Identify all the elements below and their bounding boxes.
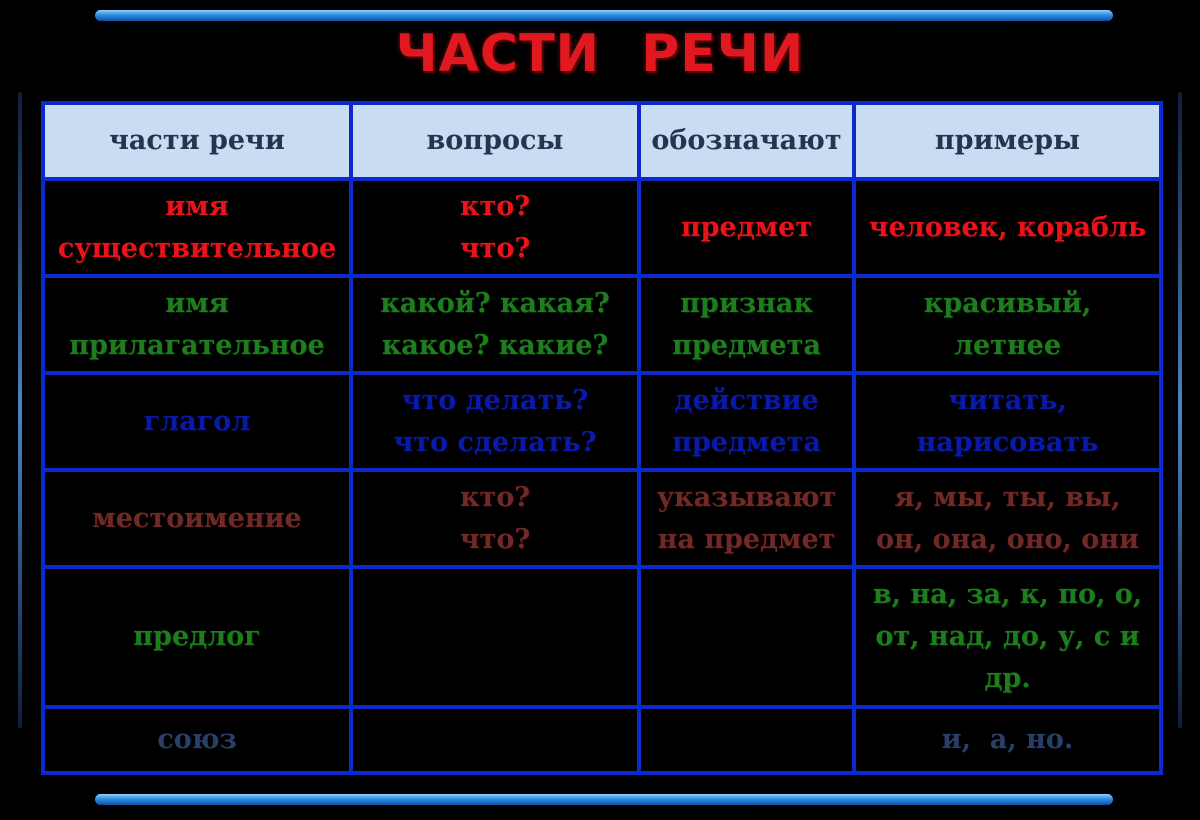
page-title: ЧАСТИ РЕЧИ (395, 24, 805, 84)
cell-noun-meaning: предмет (639, 179, 854, 276)
cell-preposition-questions (351, 567, 639, 707)
table-row-adjective (43, 276, 1161, 373)
cell-adjective-meaning: признак предмета (639, 276, 854, 373)
cell-adjective-part: имя прилагательное (43, 276, 351, 373)
cell-adjective-examples: красивый, летнее (854, 276, 1161, 373)
cell-verb-part: глагол (43, 373, 351, 470)
cell-verb-meaning: действие предмета (639, 373, 854, 470)
cell-noun-part: имя существительное (43, 179, 351, 276)
cell-pronoun-questions: кто? что? (351, 470, 639, 567)
table-row-conjunction (43, 707, 1161, 773)
cell-noun-examples: человек, корабль (854, 179, 1161, 276)
cell-preposition-examples: в, на, за, к, по, о, от, над, до, у, с и др. (854, 567, 1161, 707)
table-row-pronoun (43, 470, 1161, 567)
header-questions: вопросы (351, 103, 639, 179)
header-meaning: обозначают (639, 103, 854, 179)
cell-conjunction-examples: и, а, но. (854, 707, 1161, 773)
bottom-decor-bar (95, 794, 1113, 805)
cell-pronoun-examples: я, мы, ты, вы, он, она, оно, они (854, 470, 1161, 567)
parts-of-speech-table (41, 101, 1163, 775)
cell-adjective-questions: какой? какая? какое? какие? (351, 276, 639, 373)
table-row-verb (43, 373, 1161, 470)
right-decor-line (1178, 92, 1182, 728)
cell-verb-questions: что делать? что сделать? (351, 373, 639, 470)
cell-conjunction-questions (351, 707, 639, 773)
left-decor-line (18, 92, 22, 728)
top-decor-bar (95, 10, 1113, 21)
table-row-preposition (43, 567, 1161, 707)
table-header-row (43, 103, 1161, 179)
cell-pronoun-meaning: указывают на предмет (639, 470, 854, 567)
cell-verb-examples: читать, нарисовать (854, 373, 1161, 470)
header-examples: примеры (854, 103, 1161, 179)
table-row-noun (43, 179, 1161, 276)
cell-preposition-meaning (639, 567, 854, 707)
cell-conjunction-part: союз (43, 707, 351, 773)
cell-pronoun-part: местоимение (43, 470, 351, 567)
cell-conjunction-meaning (639, 707, 854, 773)
header-part: части речи (43, 103, 351, 179)
cell-noun-questions: кто? что? (351, 179, 639, 276)
cell-preposition-part: предлог (43, 567, 351, 707)
